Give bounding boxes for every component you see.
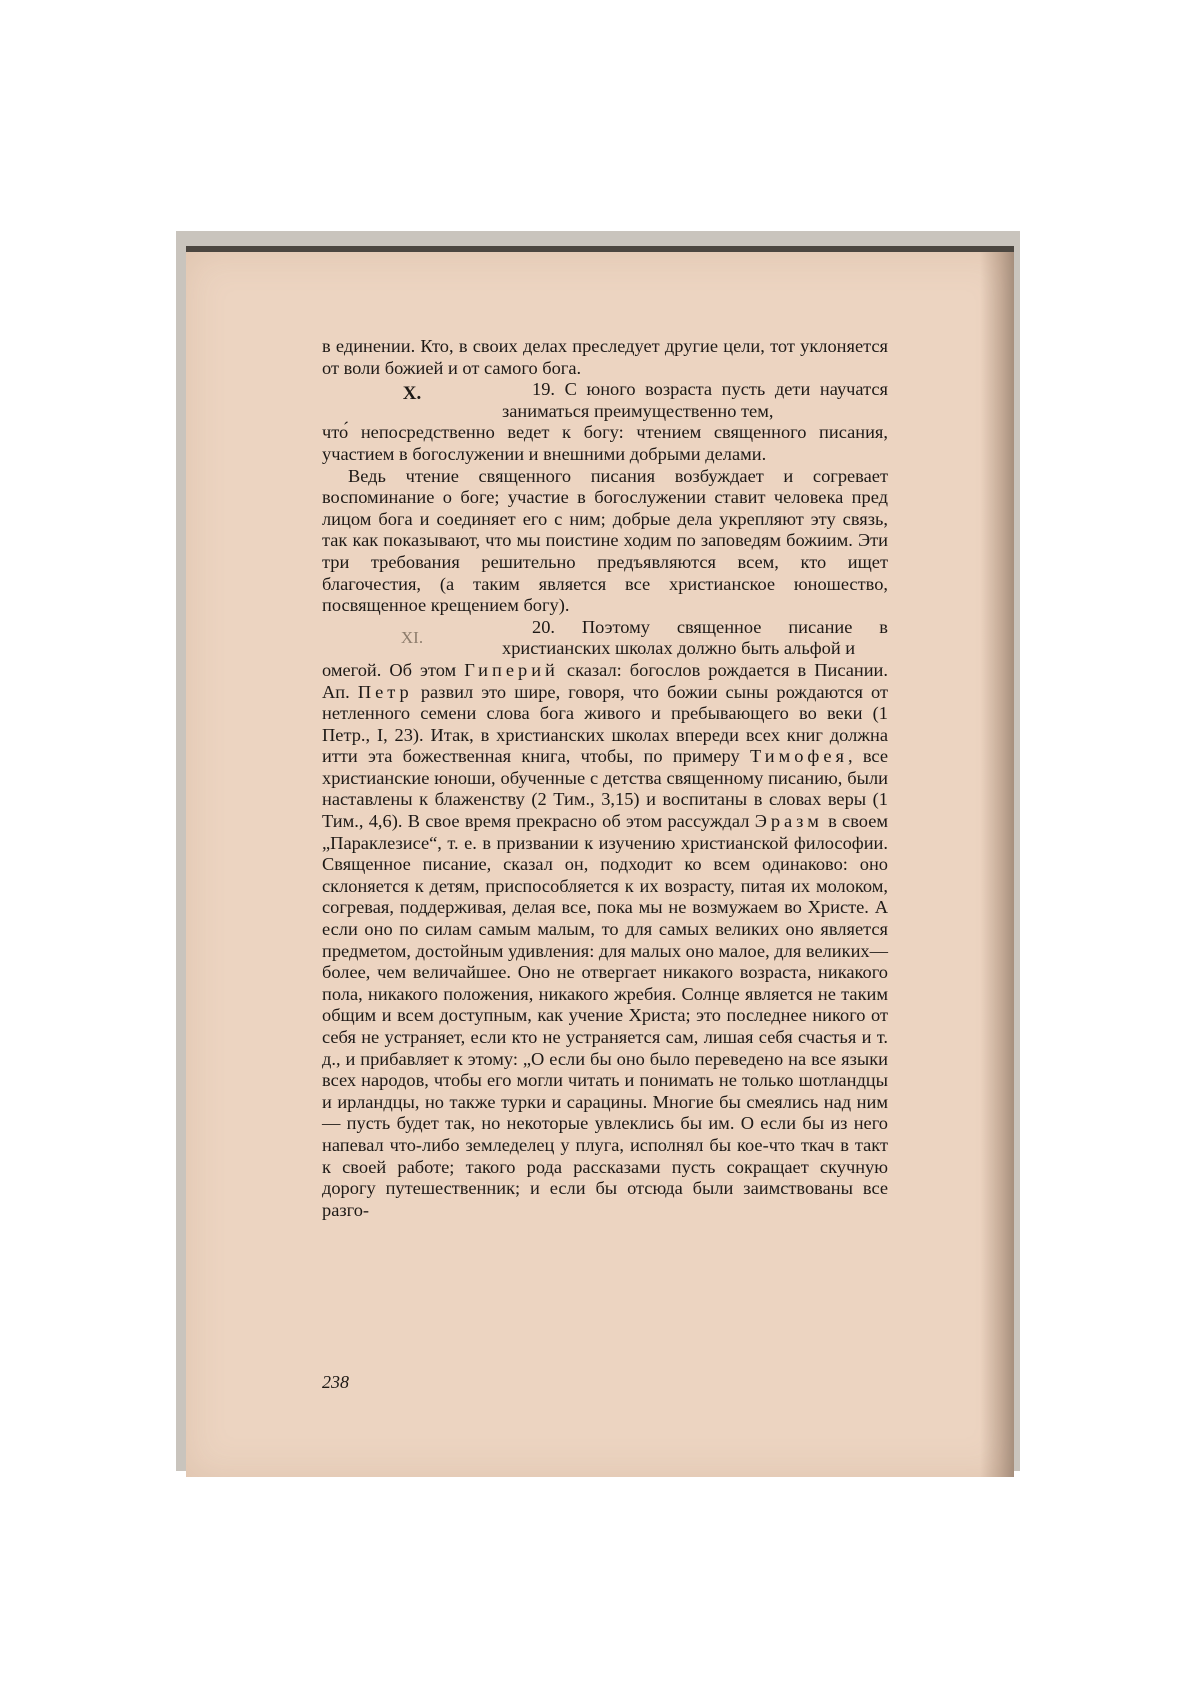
book-page [186,246,1014,1477]
p20-text-c: развил это шире, говоря, что божии сыны рождаются от нетленного семени слова бога живого и пребывающего во веки (1 Петр., I, 23). Итак, в христианских школах впереди всех книг должна итти эта божественная книга, чтобы, по примеру [322,681,888,767]
name-timothy: Тимофея [749,746,848,767]
name-peter: Петр [357,681,413,702]
p20-text-e: в своем „Параклезисе“, т. е. в призвании к изучению христианской философии. Священное писание, сказал он, подходит ко всем одинаково: оно склоняется к детям, приспособляется к их возрасту, питая их молоком, согревая, поддерживая, делая все, пока мы не возмужаем во Христе. А если оно по силам самым малым, то для самых великих оно является предметом, достойным удивления: для малых оно малое, для великих—более, чем величайшее. Оно не отвергает никакого возраста, никакого пола, никакого положения, никакого жребия. Солнце является не таким общим и всем доступным, как учение Христа; это последнее никого от себя не устраняет, если кто не устраняется сам, лишая себя счастья и т. д., и прибавляет к этому: „О если бы оно было переведено на все языки всех народов, чтобы его могли читать и понимать не только шотландцы и ирландцы, но также турки и сарацины. Многие бы смеялись над ним — пусть будет так, но некоторые увлеклись бы им. О если бы из него напевал что-либо земледелец у плуга, исполнял бы кое-что ткач в такт к своей работе; такого рода рассказами пусть сокращает скучную дорогу путешественник; и если бы отсюда были заимствованы все разго- [322,811,888,1220]
paragraph-19-rest: что́ непосредственно ведет к богу: чтением священного писания, участием в богослужении и внешними добрыми делами. [322,422,888,464]
section-marker-xi: XI. [400,627,424,647]
page-number: 238 [322,1372,349,1392]
p20-text-d: , все христианские юноши, обученные с детства священному писанию, были наставлены к блаженству (2 Тим., 3,15) и воспитаны в словах веры (1 Тим., 4,6). В свое время прекрасно об этом рассуждал [322,746,888,832]
page-spine-shadow [980,252,1014,1477]
paragraph-19b: Ведь чтение священного писания возбуждает и согревает воспоминание о боге; участие в богослужении ставит человека пред лицом бога и соединяет его с ним; добрые дела укрепляют эту связь, так как показывают, что мы поистине ходим по заповедям божиим. Эти три требования решительно предъявляются всем, кто ищет благочестия, (а таким является все христианское юношество, посвященное крещением богу). [322,465,888,616]
paragraph-continuation: в единении. Кто, в своих делах преследует другие цели, тот уклоняется от воли божией и от самого бога. [322,336,888,378]
p20-text-a: омегой. Об этом [322,659,465,680]
paragraph-20 [322,660,888,1221]
name-hyperius: Гиперий [464,659,559,680]
p20-text-b: сказал: богослов рождается в Писании. Ап. [322,659,888,702]
section-x-heading [322,379,888,422]
section-marker-x: X. [402,383,422,405]
name-erasmus: Эразм [754,811,823,832]
paragraph-20-head: 20. Поэтому священное писание в христианских школах должно быть альфой и [502,616,888,659]
page-text [322,336,888,1221]
paragraph-19-head: 19. С юного возраста пусть дети научатся заниматься преимущественно тем, [502,379,888,421]
section-xi-heading [322,617,888,660]
